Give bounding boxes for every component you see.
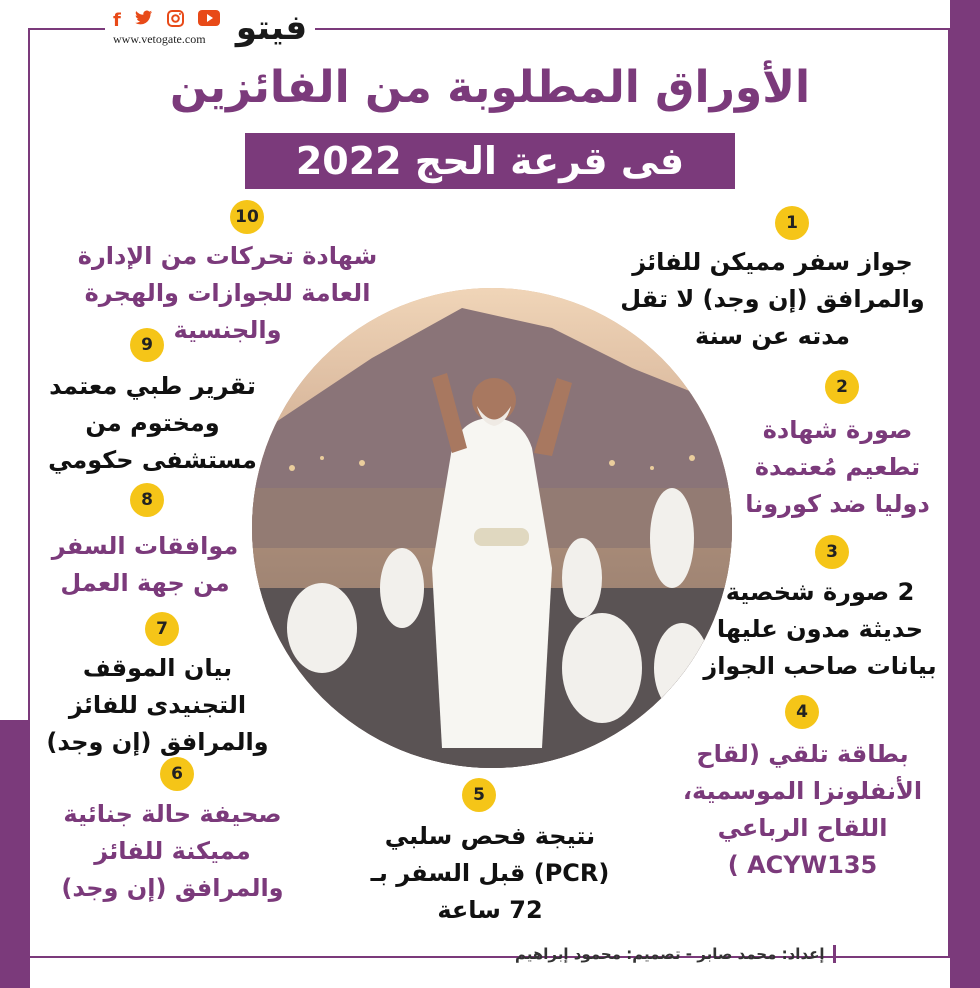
left-accent-bar [0, 720, 30, 988]
item-5-text: نتيجة فحص سلبي (PCR) قبل السفر بـ 72 ساعة [370, 822, 610, 924]
item-number-10: 10 [230, 200, 264, 234]
page-subtitle: فى قرعة الحج 2022 [295, 139, 685, 183]
item-number-3: 3 [815, 535, 849, 569]
item-8-text: موافقات السفر من جهة العمل [51, 532, 239, 597]
credits: إعداد: محمد صابر - تصميم: محمود إبراهيم [515, 945, 836, 963]
item-number-8: 8 [130, 483, 164, 517]
pilgrim-photo [252, 288, 732, 768]
item-1-text: جواز سفر مميكن للفائز والمرافق (إن وجد) لا تقل مدته عن سنة [620, 248, 925, 350]
brand-header [105, 8, 315, 48]
item-number-4: 4 [785, 695, 819, 729]
right-accent-bar [950, 0, 980, 988]
item-9-text: تقرير طبي معتمد ومختوم من مستشفى حكومي [48, 372, 257, 474]
arafat-scene [252, 288, 732, 768]
item-number-9: 9 [130, 328, 164, 362]
item-number-6: 6 [160, 757, 194, 791]
subtitle-banner [245, 133, 735, 189]
instagram-icon[interactable] [167, 10, 184, 32]
item-number-7: 7 [145, 612, 179, 646]
youtube-icon[interactable] [198, 10, 220, 32]
item-3-text: 2 صورة شخصية حديثة مدون عليها بيانات صاحب الجواز [703, 578, 937, 680]
facebook-icon[interactable]: f [113, 9, 121, 31]
item-10-text: شهادة تحركات من الإدارة العامة للجوازات والهجرة والجنسية [77, 242, 378, 344]
item-2-text: صورة شهادة تطعيم مُعتمدة دوليا ضد كورونا [745, 416, 930, 518]
page-title: الأوراق المطلوبة من الفائزين [169, 62, 811, 113]
item-7-text: بيان الموقف التجنيدى للفائز والمرافق (إن وجد) [46, 654, 269, 756]
item-number-1: 1 [775, 206, 809, 240]
item-number-5: 5 [462, 778, 496, 812]
item-6-text: صحيفة حالة جنائية مميكنة للفائز والمرافق (إن وجد) [61, 800, 284, 902]
item-number-2: 2 [825, 370, 859, 404]
social-block [113, 10, 220, 47]
twitter-icon[interactable] [135, 10, 153, 32]
site-url[interactable]: www.vetogate.com [113, 31, 206, 46]
item-4-text: بطاقة تلقي (لقاح الأنفلونزا الموسمية، اللقاح الرباعي ACYW135 ) [682, 740, 923, 879]
brand-logo: فيتو [235, 8, 308, 48]
